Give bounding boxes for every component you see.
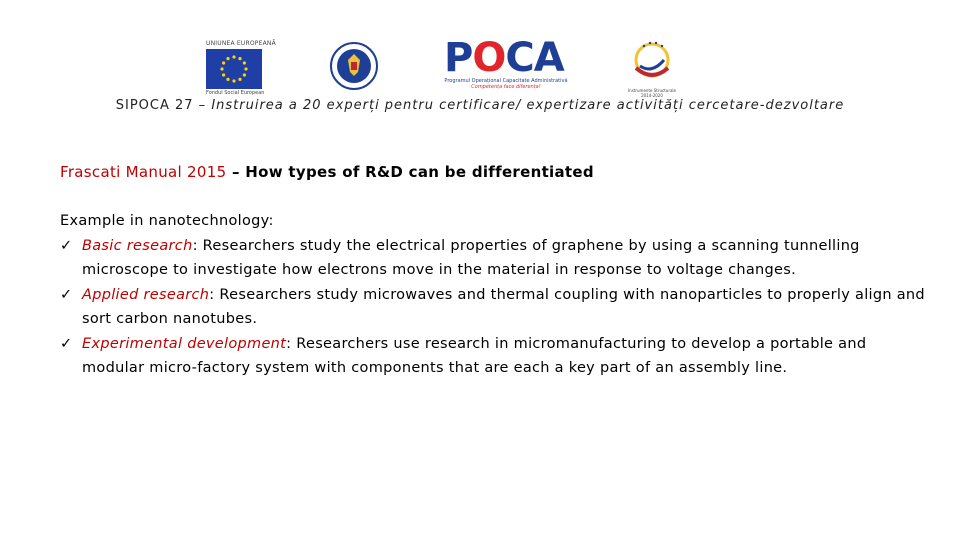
slide-title-rest: – How types of R&D can be differentiated <box>226 163 594 181</box>
slide-body <box>60 209 930 381</box>
government-seal-logo <box>330 42 378 90</box>
poca-letter-o: O <box>472 35 506 81</box>
checkmark-icon: ✓ <box>60 335 73 352</box>
structural-instruments-logo <box>624 38 680 98</box>
bullet-term: Experimental development <box>82 335 287 352</box>
poca-slogan: Competența face diferența! <box>471 84 541 90</box>
list-item <box>60 283 930 332</box>
logo-strip <box>0 36 960 98</box>
project-header-prefix: SIPOCA 27 – <box>115 98 212 113</box>
bullet-text: : Researchers use research in micromanufacturing to develop a portable and modular micro-factory system with components that are each a key part of an assembly line. <box>82 335 867 376</box>
poca-subtitle: Programul Operațional Capacitate Administrativă <box>444 78 568 84</box>
poca-logo <box>444 35 568 98</box>
checkmark-icon: ✓ <box>60 237 73 254</box>
poca-letter-p: P <box>444 35 473 81</box>
government-seal-icon <box>330 42 378 90</box>
list-item <box>60 234 930 283</box>
slide-title <box>60 163 594 181</box>
poca-letters-ca: CA <box>505 35 564 81</box>
eu-logo-bottom-text: Fondul Social European <box>206 90 265 96</box>
structural-instruments-icon <box>624 38 680 84</box>
structural-instruments-text: Instrumente Structurale 2014-2020 <box>628 88 676 98</box>
bullet-term: Applied research <box>82 286 210 303</box>
project-header-italic: Instruirea a 20 experți pentru certificare/ expertizare activități cercetare-dezvoltare <box>211 98 845 113</box>
project-header <box>0 98 960 113</box>
bullet-text: : Researchers study microwaves and thermal coupling with nanoparticles to properly align and sort carbon nanotubes. <box>82 286 925 327</box>
eu-logo-top-text: UNIUNEA EUROPEANĂ <box>206 40 276 47</box>
slide-title-source: Frascati Manual 2015 <box>60 163 227 181</box>
eu-flag-icon <box>206 49 262 89</box>
intro-line: Example in nanotechnology: <box>60 213 274 229</box>
bullet-text: : Researchers study the electrical properties of graphene by using a scanning tunnelling microscope to investigate how electrons move in the material in response to voltage changes. <box>82 237 860 278</box>
checkmark-icon: ✓ <box>60 286 73 303</box>
eu-logo <box>206 40 276 96</box>
bullet-term: Basic research <box>82 237 193 254</box>
list-item <box>60 332 930 381</box>
